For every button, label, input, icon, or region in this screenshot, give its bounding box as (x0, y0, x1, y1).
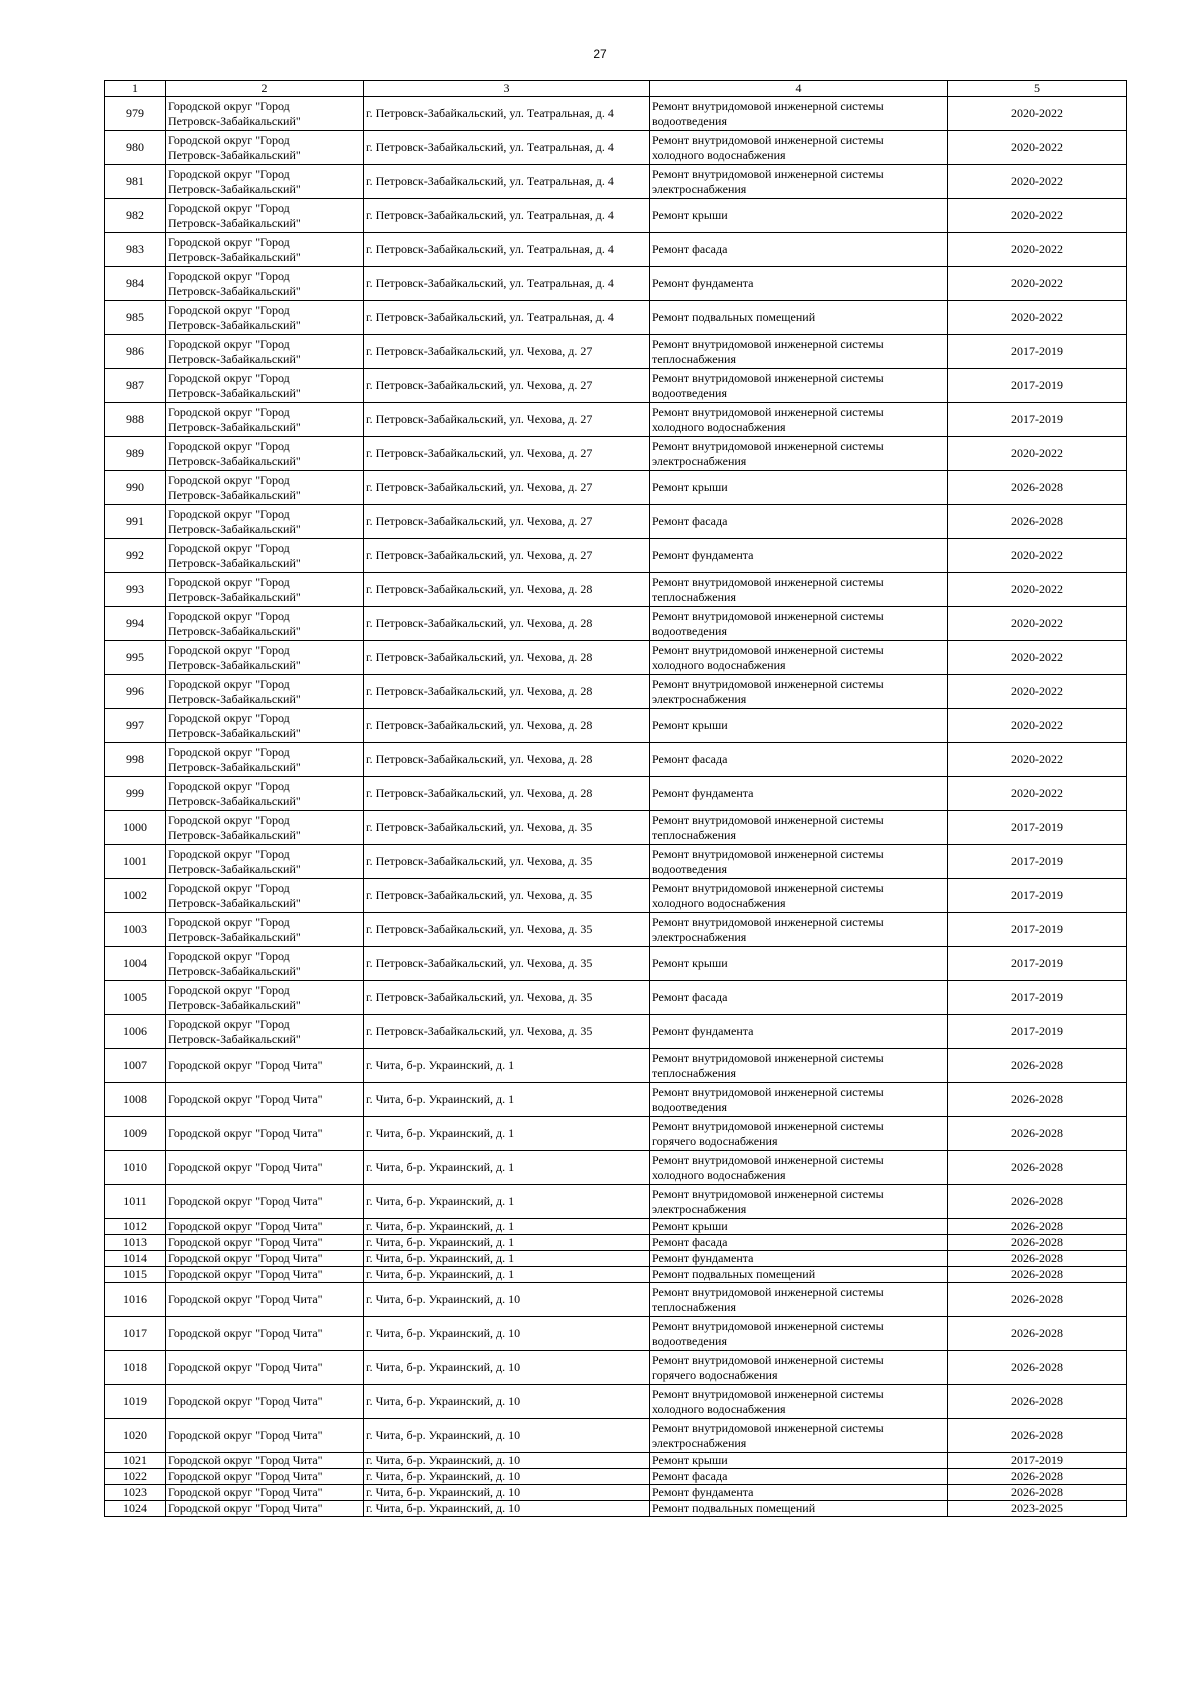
work-type-cell: Ремонт крыши (650, 709, 948, 743)
period-cell: 2026-2028 (948, 1151, 1127, 1185)
work-type-cell: Ремонт фундамента (650, 1485, 948, 1501)
row-number-cell: 989 (105, 437, 166, 471)
municipality-cell: Городской округ "Город Петровск-Забайкальский" (166, 505, 364, 539)
period-cell: 2023-2025 (948, 1501, 1127, 1517)
municipality-cell: Городской округ "Город Петровск-Забайкальский" (166, 573, 364, 607)
row-number-cell: 981 (105, 165, 166, 199)
address-cell: г. Петровск-Забайкальский, ул. Чехова, д. 28 (364, 743, 650, 777)
table-row (105, 335, 1127, 369)
work-type-cell: Ремонт внутридомовой инженерной системы теплоснабжения (650, 573, 948, 607)
municipality-cell: Городской округ "Город Петровск-Забайкальский" (166, 811, 364, 845)
row-number-cell: 1017 (105, 1317, 166, 1351)
row-number-cell: 991 (105, 505, 166, 539)
municipality-cell: Городской округ "Город Петровск-Забайкальский" (166, 539, 364, 573)
work-type-cell: Ремонт внутридомовой инженерной системы водоотведения (650, 607, 948, 641)
work-type-cell: Ремонт внутридомовой инженерной системы холодного водоснабжения (650, 131, 948, 165)
table-row (105, 199, 1127, 233)
period-cell: 2020-2022 (948, 97, 1127, 131)
municipality-cell: Городской округ "Город Петровск-Забайкальский" (166, 131, 364, 165)
row-number-cell: 1000 (105, 811, 166, 845)
row-number-cell: 997 (105, 709, 166, 743)
row-number-cell: 1008 (105, 1083, 166, 1117)
row-number-cell: 1022 (105, 1469, 166, 1485)
address-cell: г. Петровск-Забайкальский, ул. Чехова, д. 28 (364, 573, 650, 607)
address-cell: г. Чита, б-р. Украинский, д. 1 (364, 1083, 650, 1117)
repair-schedule-table (104, 80, 1127, 1517)
address-cell: г. Петровск-Забайкальский, ул. Театральная, д. 4 (364, 301, 650, 335)
period-cell: 2017-2019 (948, 845, 1127, 879)
period-cell: 2020-2022 (948, 607, 1127, 641)
table-row (105, 947, 1127, 981)
municipality-cell: Городской округ "Город Петровск-Забайкальский" (166, 845, 364, 879)
period-cell: 2020-2022 (948, 709, 1127, 743)
period-cell: 2026-2028 (948, 1469, 1127, 1485)
period-cell: 2017-2019 (948, 369, 1127, 403)
address-cell: г. Петровск-Забайкальский, ул. Чехова, д. 27 (364, 403, 650, 437)
table-body (105, 81, 1127, 1517)
address-cell: г. Петровск-Забайкальский, ул. Чехова, д. 35 (364, 913, 650, 947)
row-number-cell: 1004 (105, 947, 166, 981)
table-row (105, 1185, 1127, 1219)
row-number-cell: 985 (105, 301, 166, 335)
work-type-cell: Ремонт крыши (650, 471, 948, 505)
work-type-cell: Ремонт внутридомовой инженерной системы водоотведения (650, 1083, 948, 1117)
work-type-cell: Ремонт фундамента (650, 267, 948, 301)
table-row (105, 505, 1127, 539)
table-row (105, 1117, 1127, 1151)
period-cell: 2026-2028 (948, 1317, 1127, 1351)
municipality-cell: Городской округ "Город Чита" (166, 1283, 364, 1317)
table-row (105, 1083, 1127, 1117)
period-cell: 2026-2028 (948, 1235, 1127, 1251)
period-cell: 2017-2019 (948, 403, 1127, 437)
table-row (105, 641, 1127, 675)
address-cell: г. Петровск-Забайкальский, ул. Чехова, д. 35 (364, 845, 650, 879)
table-row (105, 1419, 1127, 1453)
municipality-cell: Городской округ "Город Петровск-Забайкальский" (166, 165, 364, 199)
address-cell: г. Петровск-Забайкальский, ул. Чехова, д. 35 (364, 879, 650, 913)
table-row (105, 709, 1127, 743)
municipality-cell: Городской округ "Город Петровск-Забайкальский" (166, 301, 364, 335)
period-cell: 2020-2022 (948, 675, 1127, 709)
table-row (105, 811, 1127, 845)
work-type-cell: Ремонт фасада (650, 233, 948, 267)
work-type-cell: Ремонт внутридомовой инженерной системы холодного водоснабжения (650, 1151, 948, 1185)
table-row (105, 437, 1127, 471)
period-cell: 2017-2019 (948, 913, 1127, 947)
address-cell: г. Петровск-Забайкальский, ул. Театральная, д. 4 (364, 267, 650, 301)
work-type-cell: Ремонт внутридомовой инженерной системы холодного водоснабжения (650, 403, 948, 437)
row-number-cell: 1019 (105, 1385, 166, 1419)
municipality-cell: Городской округ "Город Петровск-Забайкальский" (166, 777, 364, 811)
period-cell: 2026-2028 (948, 1267, 1127, 1283)
work-type-cell: Ремонт фасада (650, 743, 948, 777)
address-cell: г. Чита, б-р. Украинский, д. 1 (364, 1235, 650, 1251)
column-header: 1 (105, 81, 166, 97)
table-row (105, 1485, 1127, 1501)
period-cell: 2017-2019 (948, 1015, 1127, 1049)
address-cell: г. Петровск-Забайкальский, ул. Чехова, д. 28 (364, 709, 650, 743)
table-row (105, 1317, 1127, 1351)
municipality-cell: Городской округ "Город Чита" (166, 1453, 364, 1469)
table-row (105, 743, 1127, 777)
address-cell: г. Петровск-Забайкальский, ул. Чехова, д. 27 (364, 471, 650, 505)
work-type-cell: Ремонт внутридомовой инженерной системы горячего водоснабжения (650, 1351, 948, 1385)
work-type-cell: Ремонт подвальных помещений (650, 1267, 948, 1283)
column-header: 2 (166, 81, 364, 97)
work-type-cell: Ремонт внутридомовой инженерной системы теплоснабжения (650, 335, 948, 369)
period-cell: 2026-2028 (948, 1385, 1127, 1419)
column-header: 3 (364, 81, 650, 97)
municipality-cell: Городской округ "Город Петровск-Забайкальский" (166, 335, 364, 369)
municipality-cell: Городской округ "Город Чита" (166, 1117, 364, 1151)
row-number-cell: 987 (105, 369, 166, 403)
period-cell: 2017-2019 (948, 811, 1127, 845)
row-number-cell: 1001 (105, 845, 166, 879)
table-row (105, 1151, 1127, 1185)
address-cell: г. Чита, б-р. Украинский, д. 10 (364, 1351, 650, 1385)
municipality-cell: Городской округ "Город Чита" (166, 1317, 364, 1351)
municipality-cell: Городской округ "Город Чита" (166, 1185, 364, 1219)
municipality-cell: Городской округ "Город Петровск-Забайкальский" (166, 607, 364, 641)
municipality-cell: Городской округ "Город Петровск-Забайкальский" (166, 675, 364, 709)
work-type-cell: Ремонт внутридомовой инженерной системы теплоснабжения (650, 1049, 948, 1083)
table-row (105, 1251, 1127, 1267)
municipality-cell: Городской округ "Город Петровск-Забайкальский" (166, 267, 364, 301)
row-number-cell: 988 (105, 403, 166, 437)
table-header-row (105, 81, 1127, 97)
municipality-cell: Городской округ "Город Чита" (166, 1267, 364, 1283)
period-cell: 2026-2028 (948, 1219, 1127, 1235)
work-type-cell: Ремонт фундамента (650, 539, 948, 573)
row-number-cell: 1014 (105, 1251, 166, 1267)
row-number-cell: 1013 (105, 1235, 166, 1251)
page-number: 27 (593, 47, 607, 61)
work-type-cell: Ремонт крыши (650, 947, 948, 981)
row-number-cell: 993 (105, 573, 166, 607)
period-cell: 2026-2028 (948, 1251, 1127, 1267)
table-row (105, 573, 1127, 607)
row-number-cell: 1010 (105, 1151, 166, 1185)
period-cell: 2017-2019 (948, 335, 1127, 369)
table-row (105, 675, 1127, 709)
municipality-cell: Городской округ "Город Чита" (166, 1251, 364, 1267)
table-row (105, 403, 1127, 437)
address-cell: г. Петровск-Забайкальский, ул. Театральная, д. 4 (364, 131, 650, 165)
row-number-cell: 1007 (105, 1049, 166, 1083)
table-row (105, 471, 1127, 505)
period-cell: 2020-2022 (948, 777, 1127, 811)
table-row (105, 165, 1127, 199)
municipality-cell: Городской округ "Город Петровск-Забайкальский" (166, 743, 364, 777)
municipality-cell: Городской округ "Город Петровск-Забайкальский" (166, 369, 364, 403)
table-row (105, 1235, 1127, 1251)
row-number-cell: 990 (105, 471, 166, 505)
address-cell: г. Чита, б-р. Украинский, д. 1 (364, 1219, 650, 1235)
municipality-cell: Городской округ "Город Чита" (166, 1219, 364, 1235)
table-row (105, 777, 1127, 811)
address-cell: г. Петровск-Забайкальский, ул. Театральная, д. 4 (364, 165, 650, 199)
period-cell: 2026-2028 (948, 505, 1127, 539)
municipality-cell: Городской округ "Город Петровск-Забайкальский" (166, 913, 364, 947)
work-type-cell: Ремонт внутридомовой инженерной системы электроснабжения (650, 913, 948, 947)
municipality-cell: Городской округ "Город Петровск-Забайкальский" (166, 471, 364, 505)
work-type-cell: Ремонт крыши (650, 1219, 948, 1235)
work-type-cell: Ремонт фундамента (650, 777, 948, 811)
table-row (105, 1267, 1127, 1283)
address-cell: г. Петровск-Забайкальский, ул. Чехова, д. 28 (364, 607, 650, 641)
work-type-cell: Ремонт крыши (650, 199, 948, 233)
address-cell: г. Чита, б-р. Украинский, д. 10 (364, 1283, 650, 1317)
municipality-cell: Городской округ "Город Петровск-Забайкальский" (166, 981, 364, 1015)
row-number-cell: 1005 (105, 981, 166, 1015)
row-number-cell: 983 (105, 233, 166, 267)
municipality-cell: Городской округ "Город Чита" (166, 1235, 364, 1251)
period-cell: 2020-2022 (948, 437, 1127, 471)
municipality-cell: Городской округ "Город Чита" (166, 1049, 364, 1083)
row-number-cell: 1018 (105, 1351, 166, 1385)
table-row (105, 913, 1127, 947)
municipality-cell: Городской округ "Город Петровск-Забайкальский" (166, 199, 364, 233)
municipality-cell: Городской округ "Город Петровск-Забайкальский" (166, 947, 364, 981)
period-cell: 2020-2022 (948, 301, 1127, 335)
period-cell: 2020-2022 (948, 131, 1127, 165)
table-row (105, 1049, 1127, 1083)
row-number-cell: 1002 (105, 879, 166, 913)
address-cell: г. Чита, б-р. Украинский, д. 10 (364, 1317, 650, 1351)
municipality-cell: Городской округ "Город Петровск-Забайкальский" (166, 1015, 364, 1049)
work-type-cell: Ремонт внутридомовой инженерной системы теплоснабжения (650, 811, 948, 845)
period-cell: 2026-2028 (948, 1485, 1127, 1501)
work-type-cell: Ремонт крыши (650, 1453, 948, 1469)
row-number-cell: 1011 (105, 1185, 166, 1219)
period-cell: 2026-2028 (948, 1117, 1127, 1151)
address-cell: г. Петровск-Забайкальский, ул. Театральная, д. 4 (364, 233, 650, 267)
municipality-cell: Городской округ "Город Чита" (166, 1419, 364, 1453)
table-row (105, 1219, 1127, 1235)
table-row (105, 607, 1127, 641)
row-number-cell: 1023 (105, 1485, 166, 1501)
work-type-cell: Ремонт фасада (650, 981, 948, 1015)
address-cell: г. Чита, б-р. Украинский, д. 10 (364, 1385, 650, 1419)
table-row (105, 879, 1127, 913)
municipality-cell: Городской округ "Город Чита" (166, 1469, 364, 1485)
municipality-cell: Городской округ "Город Петровск-Забайкальский" (166, 233, 364, 267)
row-number-cell: 995 (105, 641, 166, 675)
address-cell: г. Петровск-Забайкальский, ул. Театральная, д. 4 (364, 97, 650, 131)
address-cell: г. Чита, б-р. Украинский, д. 10 (364, 1419, 650, 1453)
work-type-cell: Ремонт внутридомовой инженерной системы электроснабжения (650, 165, 948, 199)
address-cell: г. Чита, б-р. Украинский, д. 10 (364, 1453, 650, 1469)
period-cell: 2017-2019 (948, 1453, 1127, 1469)
address-cell: г. Чита, б-р. Украинский, д. 10 (364, 1469, 650, 1485)
table-row (105, 1501, 1127, 1517)
row-number-cell: 992 (105, 539, 166, 573)
municipality-cell: Городской округ "Город Петровск-Забайкальский" (166, 641, 364, 675)
address-cell: г. Петровск-Забайкальский, ул. Чехова, д. 27 (364, 335, 650, 369)
municipality-cell: Городской округ "Город Петровск-Забайкальский" (166, 403, 364, 437)
address-cell: г. Чита, б-р. Украинский, д. 1 (364, 1117, 650, 1151)
period-cell: 2020-2022 (948, 199, 1127, 233)
row-number-cell: 1015 (105, 1267, 166, 1283)
address-cell: г. Чита, б-р. Украинский, д. 1 (364, 1185, 650, 1219)
work-type-cell: Ремонт внутридомовой инженерной системы водоотведения (650, 1317, 948, 1351)
table-row (105, 1469, 1127, 1485)
table-row (105, 1283, 1127, 1317)
work-type-cell: Ремонт внутридомовой инженерной системы холодного водоснабжения (650, 641, 948, 675)
period-cell: 2020-2022 (948, 165, 1127, 199)
work-type-cell: Ремонт подвальных помещений (650, 301, 948, 335)
table-row (105, 267, 1127, 301)
period-cell: 2026-2028 (948, 1351, 1127, 1385)
period-cell: 2026-2028 (948, 1083, 1127, 1117)
row-number-cell: 994 (105, 607, 166, 641)
row-number-cell: 1021 (105, 1453, 166, 1469)
table-row (105, 845, 1127, 879)
period-cell: 2026-2028 (948, 1049, 1127, 1083)
work-type-cell: Ремонт фасада (650, 1469, 948, 1485)
address-cell: г. Петровск-Забайкальский, ул. Чехова, д. 35 (364, 981, 650, 1015)
row-number-cell: 1012 (105, 1219, 166, 1235)
work-type-cell: Ремонт внутридомовой инженерной системы теплоснабжения (650, 1283, 948, 1317)
row-number-cell: 986 (105, 335, 166, 369)
municipality-cell: Городской округ "Город Чита" (166, 1151, 364, 1185)
table-row (105, 1453, 1127, 1469)
municipality-cell: Городской округ "Город Чита" (166, 1385, 364, 1419)
municipality-cell: Городской округ "Город Петровск-Забайкальский" (166, 97, 364, 131)
work-type-cell: Ремонт внутридомовой инженерной системы электроснабжения (650, 675, 948, 709)
work-type-cell: Ремонт фасада (650, 1235, 948, 1251)
row-number-cell: 998 (105, 743, 166, 777)
work-type-cell: Ремонт внутридомовой инженерной системы холодного водоснабжения (650, 1385, 948, 1419)
address-cell: г. Петровск-Забайкальский, ул. Чехова, д. 28 (364, 777, 650, 811)
row-number-cell: 1003 (105, 913, 166, 947)
row-number-cell: 1024 (105, 1501, 166, 1517)
work-type-cell: Ремонт внутридомовой инженерной системы холодного водоснабжения (650, 879, 948, 913)
period-cell: 2026-2028 (948, 1419, 1127, 1453)
work-type-cell: Ремонт внутридомовой инженерной системы горячего водоснабжения (650, 1117, 948, 1151)
address-cell: г. Петровск-Забайкальский, ул. Чехова, д. 27 (364, 539, 650, 573)
address-cell: г. Чита, б-р. Украинский, д. 10 (364, 1501, 650, 1517)
municipality-cell: Городской округ "Город Чита" (166, 1083, 364, 1117)
municipality-cell: Городской округ "Город Чита" (166, 1485, 364, 1501)
period-cell: 2020-2022 (948, 573, 1127, 607)
row-number-cell: 999 (105, 777, 166, 811)
period-cell: 2017-2019 (948, 879, 1127, 913)
address-cell: г. Чита, б-р. Украинский, д. 1 (364, 1049, 650, 1083)
work-type-cell: Ремонт фундамента (650, 1015, 948, 1049)
row-number-cell: 1006 (105, 1015, 166, 1049)
address-cell: г. Петровск-Забайкальский, ул. Чехова, д. 27 (364, 505, 650, 539)
period-cell: 2017-2019 (948, 981, 1127, 1015)
work-type-cell: Ремонт внутридомовой инженерной системы электроснабжения (650, 1419, 948, 1453)
address-cell: г. Чита, б-р. Украинский, д. 1 (364, 1151, 650, 1185)
period-cell: 2017-2019 (948, 947, 1127, 981)
table-row (105, 1351, 1127, 1385)
period-cell: 2020-2022 (948, 743, 1127, 777)
address-cell: г. Чита, б-р. Украинский, д. 10 (364, 1485, 650, 1501)
address-cell: г. Петровск-Забайкальский, ул. Чехова, д. 27 (364, 369, 650, 403)
work-type-cell: Ремонт внутридомовой инженерной системы электроснабжения (650, 1185, 948, 1219)
work-type-cell: Ремонт внутридомовой инженерной системы электроснабжения (650, 437, 948, 471)
period-cell: 2026-2028 (948, 471, 1127, 505)
work-type-cell: Ремонт фасада (650, 505, 948, 539)
municipality-cell: Городской округ "Город Чита" (166, 1351, 364, 1385)
address-cell: г. Петровск-Забайкальский, ул. Чехова, д. 27 (364, 437, 650, 471)
municipality-cell: Городской округ "Город Петровск-Забайкальский" (166, 437, 364, 471)
row-number-cell: 1020 (105, 1419, 166, 1453)
row-number-cell: 979 (105, 97, 166, 131)
work-type-cell: Ремонт фундамента (650, 1251, 948, 1267)
row-number-cell: 1016 (105, 1283, 166, 1317)
municipality-cell: Городской округ "Город Петровск-Забайкальский" (166, 709, 364, 743)
table-row (105, 369, 1127, 403)
table-row (105, 1385, 1127, 1419)
table-row (105, 233, 1127, 267)
work-type-cell: Ремонт подвальных помещений (650, 1501, 948, 1517)
row-number-cell: 982 (105, 199, 166, 233)
table-row (105, 301, 1127, 335)
row-number-cell: 996 (105, 675, 166, 709)
period-cell: 2020-2022 (948, 539, 1127, 573)
address-cell: г. Петровск-Забайкальский, ул. Чехова, д. 35 (364, 1015, 650, 1049)
period-cell: 2026-2028 (948, 1185, 1127, 1219)
address-cell: г. Петровск-Забайкальский, ул. Театральная, д. 4 (364, 199, 650, 233)
work-type-cell: Ремонт внутридомовой инженерной системы водоотведения (650, 369, 948, 403)
address-cell: г. Чита, б-р. Украинский, д. 1 (364, 1267, 650, 1283)
column-header: 4 (650, 81, 948, 97)
address-cell: г. Петровск-Забайкальский, ул. Чехова, д. 28 (364, 675, 650, 709)
row-number-cell: 980 (105, 131, 166, 165)
work-type-cell: Ремонт внутридомовой инженерной системы водоотведения (650, 845, 948, 879)
municipality-cell: Городской округ "Город Чита" (166, 1501, 364, 1517)
table-row (105, 1015, 1127, 1049)
table-row (105, 981, 1127, 1015)
period-cell: 2020-2022 (948, 233, 1127, 267)
address-cell: г. Петровск-Забайкальский, ул. Чехова, д. 35 (364, 811, 650, 845)
column-header: 5 (948, 81, 1127, 97)
municipality-cell: Городской округ "Город Петровск-Забайкальский" (166, 879, 364, 913)
period-cell: 2026-2028 (948, 1283, 1127, 1317)
table-row (105, 539, 1127, 573)
address-cell: г. Чита, б-р. Украинский, д. 1 (364, 1251, 650, 1267)
table-row (105, 97, 1127, 131)
row-number-cell: 1009 (105, 1117, 166, 1151)
work-type-cell: Ремонт внутридомовой инженерной системы водоотведения (650, 97, 948, 131)
period-cell: 2020-2022 (948, 267, 1127, 301)
period-cell: 2020-2022 (948, 641, 1127, 675)
address-cell: г. Петровск-Забайкальский, ул. Чехова, д. 35 (364, 947, 650, 981)
row-number-cell: 984 (105, 267, 166, 301)
address-cell: г. Петровск-Забайкальский, ул. Чехова, д. 28 (364, 641, 650, 675)
table-row (105, 131, 1127, 165)
